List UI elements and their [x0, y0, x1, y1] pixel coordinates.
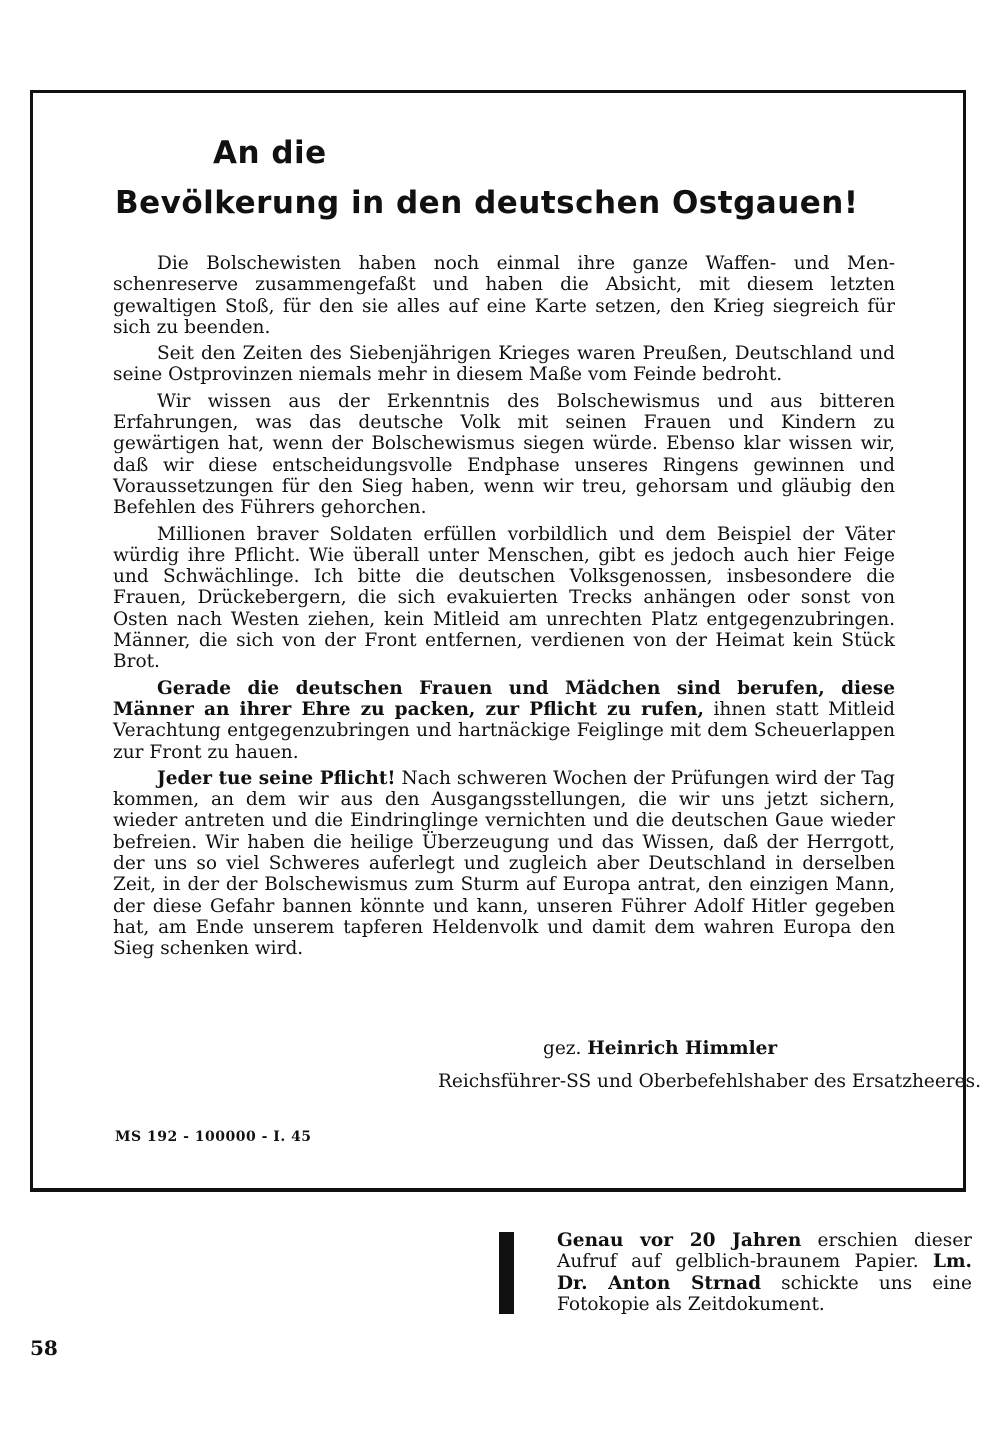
paragraph-6 — [113, 768, 895, 960]
note-bold-1: Genau vor 20 Jahren — [557, 1230, 802, 1251]
body-text — [113, 253, 895, 965]
page-number: 58 — [30, 1336, 58, 1360]
paragraph-2: Seit den Zeiten des Siebenjährigen Krieges waren Preußen, Deutschland und seine Ostprovinzen niemals mehr in diesem Maße vom Feinde bedroht. — [113, 343, 895, 386]
paragraph-5-bold: Gerade die deutschen Frauen und Mädchen sind berufen, diese Männer an ihrer Ehre zu packen, zur Pflicht zu rufen, — [113, 677, 895, 720]
title-line-2: Bevölkerung in den deutschen Ostgauen! — [115, 185, 859, 221]
title-line-1: An die — [213, 135, 327, 171]
signature-name: Heinrich Himmler — [587, 1038, 778, 1059]
paragraph-3: Wir wissen aus der Erkenntnis des Bolschewismus und aus bitteren Erfahrungen, was das deutsche Volk mit seinen Frauen und Kindern zu gewärtigen hat, wenn der Bolschewismus siegen würde. Ebenso klar wissen wir, daß wir diese entscheidungsvolle Endphase unseres Ringens gewinnen und Voraussetzungen für den Sieg haben, wenn wir treu, gehorsam und gläubig den Befehlen des Führers gehorchen. — [113, 390, 895, 519]
paragraph-6-rest: Nach schweren Wochen der Prüfungen wird der Tag kommen, an dem wir aus den Ausgangsstellungen, die wir uns jetzt sichern, wieder antreten und die Eindringlinge vernichten und die deutschen Gaue wieder befreien. Wir haben die heilige Überzeugung und das Wissen, daß der Herrgott, der uns so viel Schweres auferlegt und zugleich aber Deutschland in derselben Zeit, in der der Bolschewismus zum Sturm auf Europa antrat, den einzigen Mann, der diese Gefahr bannen könnte und kann, unseren Führer Adolf Hitler gegeben hat, am Ende unserem tapferen Heldenvolk und damit dem wahren Europa den Sieg schenken wird. — [113, 767, 895, 960]
note-text-1: erschien dieser Aufruf auf gelblich-braunem Papier. — [557, 1230, 972, 1273]
signature-block — [438, 1038, 981, 1093]
print-code: MS 192 - 100000 - I. 45 — [115, 1129, 312, 1145]
document-frame — [30, 90, 981, 1192]
signature-prefix: gez. — [543, 1038, 588, 1059]
editor-note — [557, 1230, 972, 1315]
paragraph-4: Millionen braver Soldaten erfüllen vorbildlich und dem Beispiel der Väter würdig ihre Pflicht. Wie überall unter Menschen, gibt es jedoch auch hier Feige und Schwächlinge. Ich bitte die deutschen Volksgenossen, insbesondere die Frauen, Drückebergern, die sich evakuierten Trecks anhängen oder sonst von Osten nach Westen ziehen, kein Mitleid am unrechten Platz entgegenzubringen. Männer, die sich von der Front entfernen, verdienen von der Heimat kein Stück Brot. — [113, 523, 895, 673]
paragraph-5 — [113, 678, 895, 763]
paragraph-6-bold: Jeder tue seine Pflicht! — [157, 767, 396, 789]
paragraph-1: Die Bolschewisten haben noch einmal ihre ganze Waffen- und Menschenreserve zusammengefaßt und haben die Absicht, mit diesem letzten gewaltigen Stoß, für den sie alles auf eine Karte setzen, den Krieg siegreich für sich zu beenden. — [113, 253, 895, 338]
note-bold-2: Lm. Dr. Anton Strnad — [557, 1251, 972, 1294]
note-text-2: schickte uns eine Fotokopie als Zeitdokument. — [557, 1272, 972, 1315]
signature-line — [543, 1038, 908, 1059]
note-marker-bar — [499, 1232, 514, 1314]
paragraph-5-rest: ihnen statt Mitleid Verachtung entgegenzubringen und hartnäckige Feiglinge mit dem Scheuerlappen zur Front zu hauen. — [113, 698, 895, 763]
signature-title: Reichsführer-SS und Oberbefehlshaber des Ersatzheeres. — [438, 1071, 981, 1093]
